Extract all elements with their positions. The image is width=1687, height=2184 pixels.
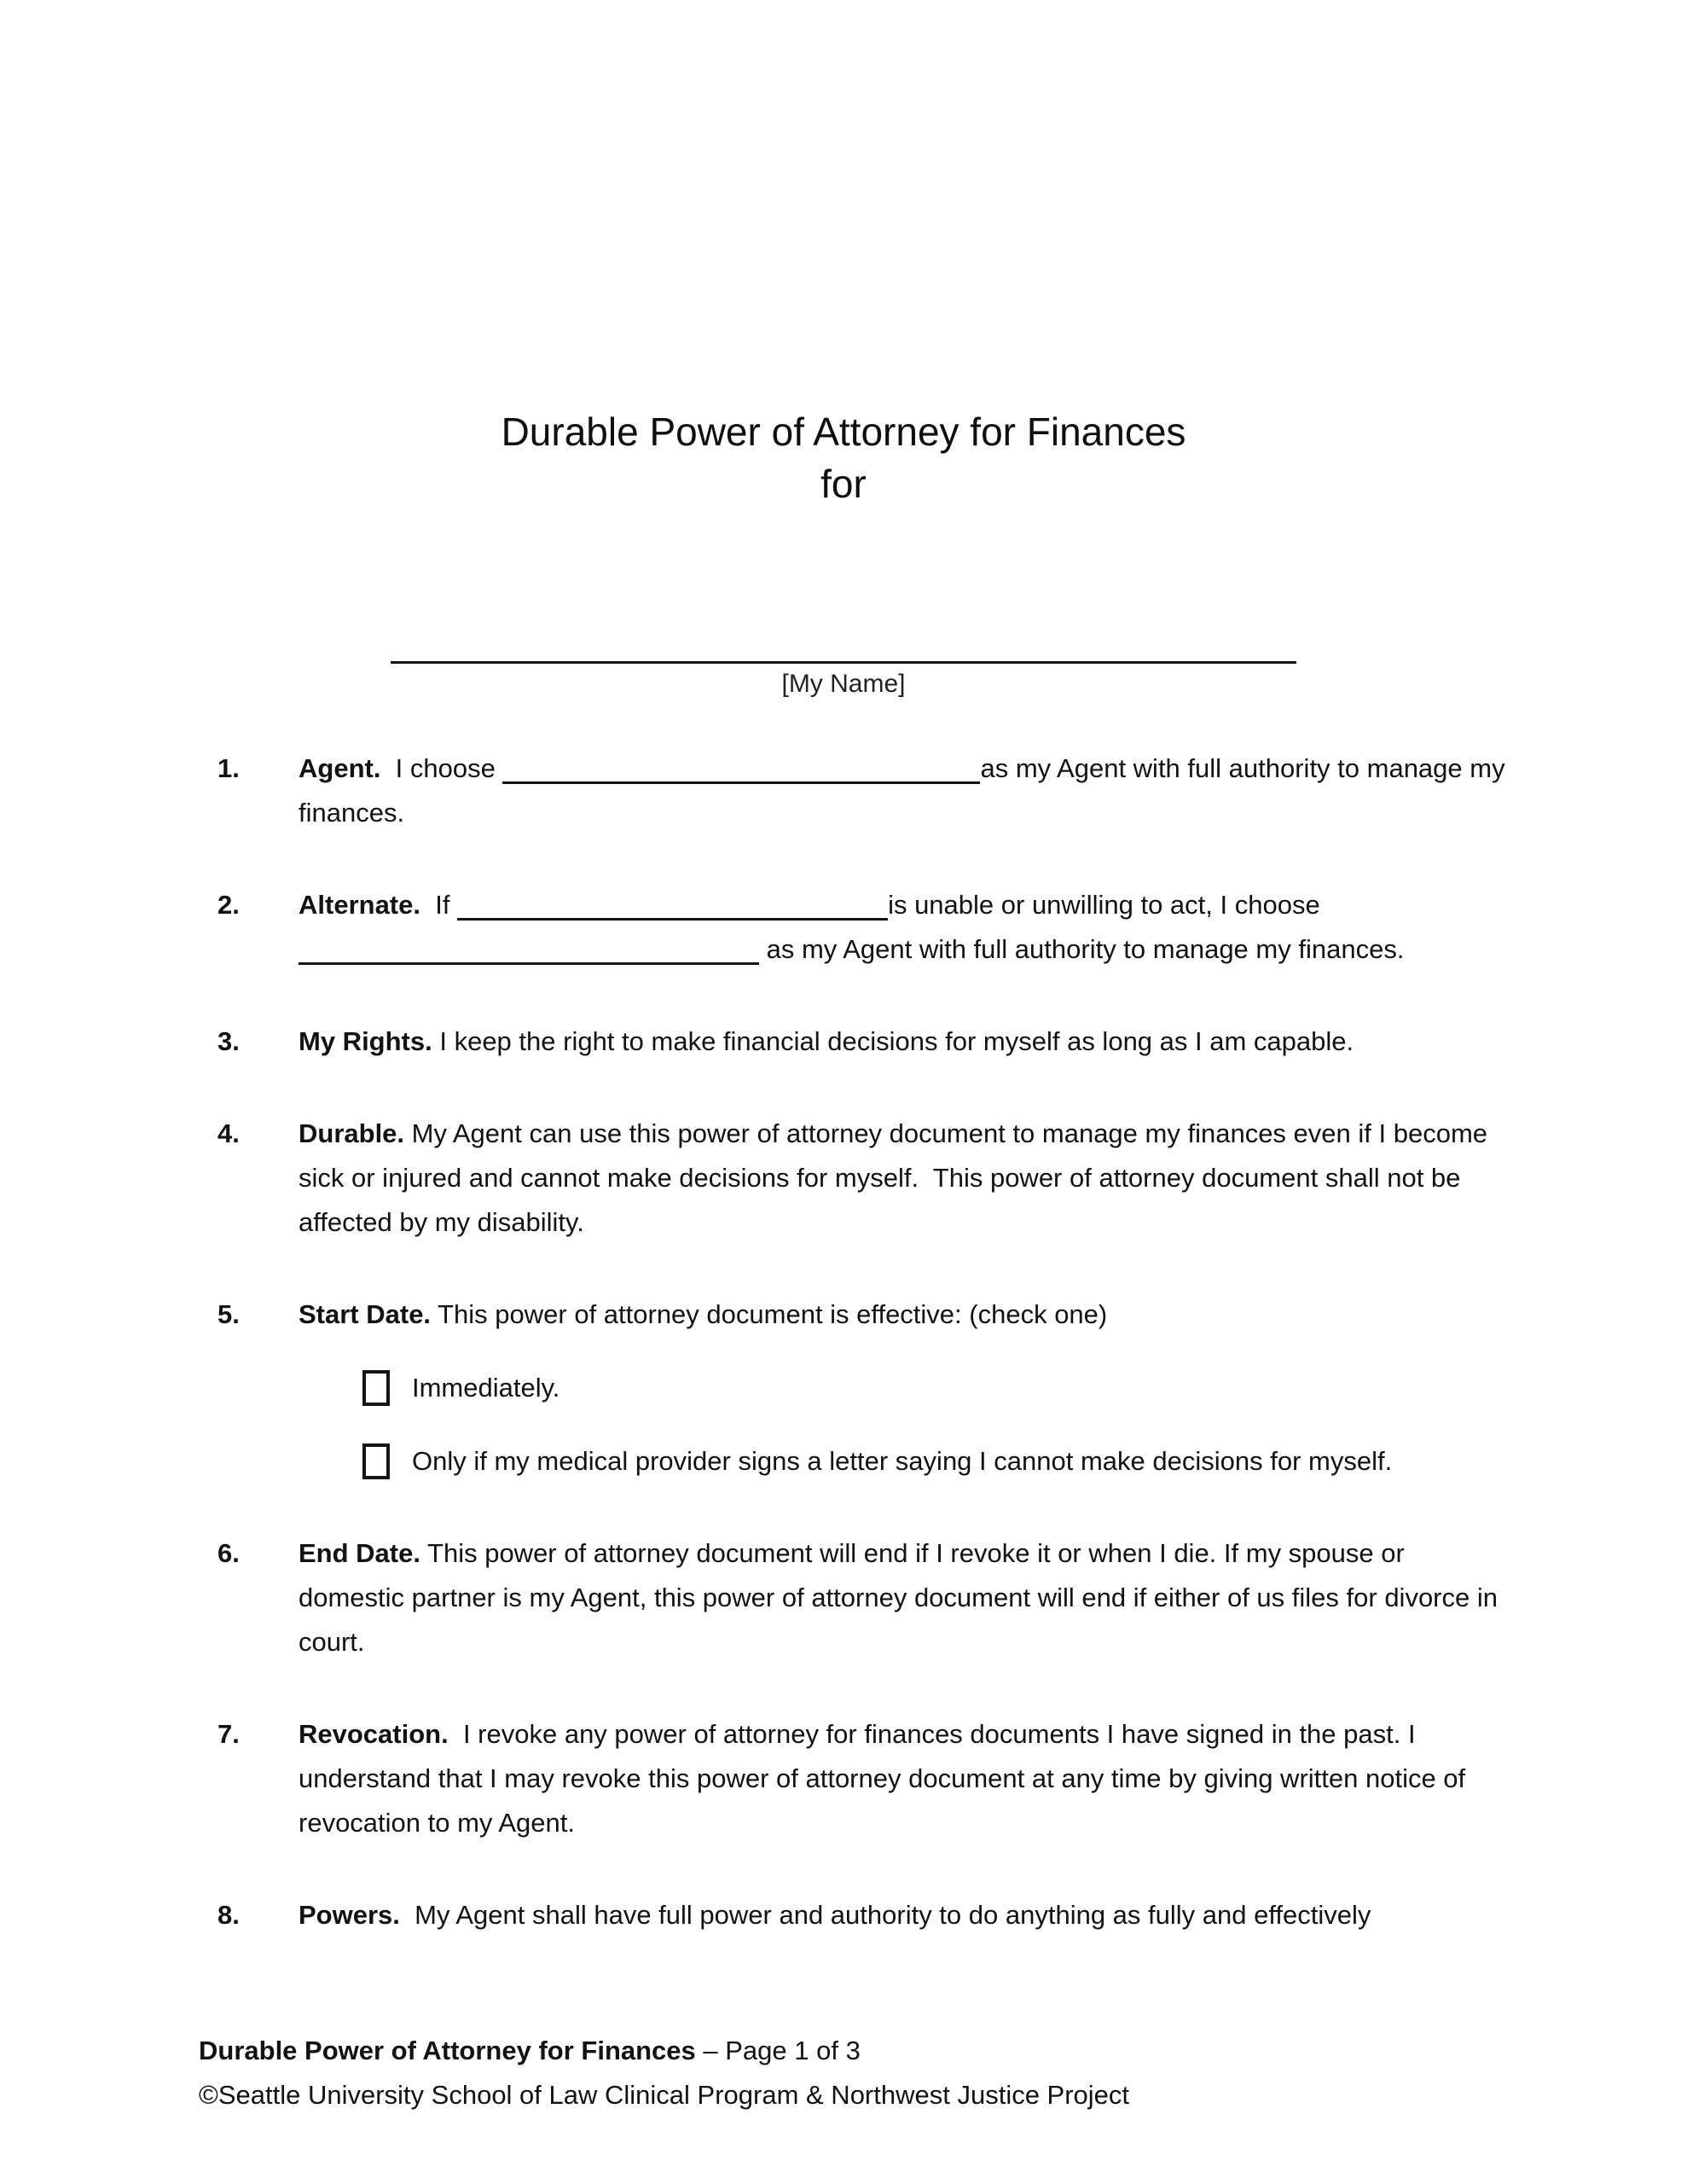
list-item: [199, 1019, 1516, 1064]
list-item: [199, 1112, 1516, 1245]
list-item: [199, 746, 1516, 835]
item-lead-in: Powers.: [299, 1900, 400, 1930]
item-number: 3.: [217, 1026, 240, 1056]
item-lead-in: My Rights.: [299, 1026, 432, 1056]
item-text: End Date. This power of attorney document will end if I revoke it or when I die. If my spouse or domestic partner is my Agent, this power of attorney document will end if either of us files for divorce in court.: [299, 1538, 1498, 1657]
item-number: 8.: [217, 1900, 240, 1930]
item-lead-in: Alternate.: [299, 890, 420, 920]
item-text: Alternate. If is unable or unwilling to act, I choose as my Agent with full authority to manage my finances.: [299, 890, 1405, 964]
item-text: Powers. My Agent shall have full power and authority to do anything as fully and effectively: [299, 1900, 1371, 1930]
checkbox-option: [299, 1366, 1516, 1410]
checkbox-icon[interactable]: [362, 1443, 390, 1479]
item-text: Revocation. I revoke any power of attorney for finances documents I have signed in the past. I understand that I may revoke this power of attorney document at any time by giving written notice of revocation to my Agent.: [299, 1719, 1466, 1838]
item-text: Durable. My Agent can use this power of attorney document to manage my finances even if I become sick or injured and cannot make decisions for myself. This power of attorney document shall not be affected by my disability.: [299, 1118, 1488, 1237]
title-line2: for: [820, 462, 867, 506]
title-line1: Durable Power of Attorney for Finances: [501, 410, 1186, 454]
name-signature-line[interactable]: [391, 661, 1296, 664]
footer-line1: [199, 2029, 1129, 2073]
fill-in-blank[interactable]: [299, 936, 759, 965]
item-lead-in: Start Date.: [299, 1299, 432, 1329]
name-label: [My Name]: [781, 670, 906, 698]
page-footer: [199, 2029, 1129, 2117]
item-lead-in: Revocation.: [299, 1719, 449, 1749]
footer-copyright: ©Seattle University School of Law Clinical Program & Northwest Justice Project: [199, 2080, 1130, 2110]
item-number: 6.: [217, 1538, 240, 1568]
item-number: 4.: [217, 1118, 240, 1148]
list-item: [199, 1893, 1516, 1937]
item-lead-in: End Date.: [299, 1538, 420, 1568]
footer-doc-title: Durable Power of Attorney for Finances: [199, 2036, 696, 2065]
items-list: [199, 746, 1516, 1985]
item-number: 1.: [217, 753, 240, 783]
list-item: [199, 1531, 1516, 1664]
checkbox-label: Only if my medical provider signs a letter saying I cannot make decisions for myself.: [412, 1446, 1393, 1476]
document-title: [0, 406, 1687, 510]
item-number: 7.: [217, 1719, 240, 1749]
fill-in-blank[interactable]: [502, 755, 980, 784]
item-text: My Rights. I keep the right to make financial decisions for myself as long as I am capable.: [299, 1026, 1354, 1056]
checkbox-icon[interactable]: [362, 1370, 390, 1406]
list-item: [199, 883, 1516, 972]
checkbox-label: Immediately.: [412, 1373, 560, 1403]
item-lead-in: Agent.: [299, 753, 381, 783]
footer-page-number: – Page 1 of 3: [695, 2036, 861, 2065]
item-text: Start Date. This power of attorney document is effective: (check one) Immediately. Only if my medical provider signs a letter saying I cannot make decisions for myself.: [299, 1292, 1516, 1484]
item-lead-in: Durable.: [299, 1118, 405, 1148]
item-text: Agent. I choose as my Agent with full authority to manage my finances.: [299, 753, 1505, 828]
item-number: 2.: [217, 890, 240, 920]
item-number: 5.: [217, 1299, 240, 1329]
checkbox-option: [299, 1439, 1516, 1484]
list-item: [199, 1712, 1516, 1845]
fill-in-blank[interactable]: [457, 892, 888, 921]
list-item: [199, 1292, 1516, 1484]
